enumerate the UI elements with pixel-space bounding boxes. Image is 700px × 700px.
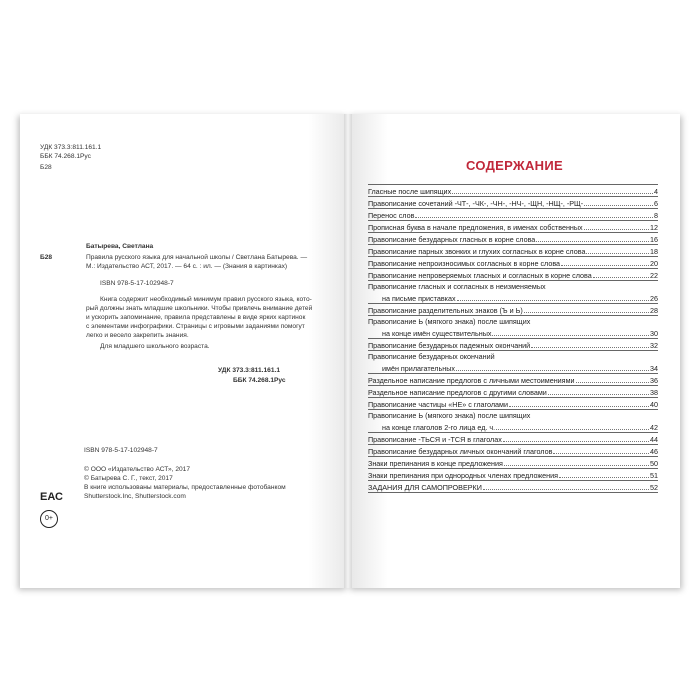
toc-entry-title: Правописание разделительных знаков (Ъ и Ь) (368, 306, 523, 315)
toc-entry (368, 410, 658, 433)
toc-entry (368, 481, 658, 493)
toc-leader-dots (415, 217, 653, 218)
toc-entry-title: Правописание частицы «НЕ» с глаголами (368, 400, 508, 409)
toc-page-number: 34 (650, 364, 658, 373)
toc-entry-title: Правописание парных звонких и глухих согласных в корне слова (368, 247, 586, 256)
toc-entry (368, 304, 658, 316)
toc-entry-title-line-2: на письме приставках (382, 294, 456, 303)
toc-page-number: 40 (650, 400, 658, 409)
isbn-bottom: ISBN 978-5-17-102948-7 (84, 447, 158, 454)
toc-entry-title-line-1: Правописание безударных окончаний (368, 352, 495, 361)
age-rating-badge: 0+ (40, 510, 58, 528)
toc-entry (368, 339, 658, 351)
author-code: Б28 (40, 254, 53, 261)
toc-entry (368, 433, 658, 445)
desc-line-3: и ускорить запоминание, правила представлены в виде ярких картинок (86, 314, 306, 321)
toc-leader-dots (457, 300, 649, 301)
toc-page-number: 12 (650, 223, 658, 232)
toc-entry (368, 209, 658, 221)
toc-entry-title-line-2: на конце имён существительных (382, 329, 492, 338)
toc-leader-dots (584, 229, 649, 230)
toc-leader-dots (503, 441, 649, 442)
toc-entry (368, 374, 658, 386)
contents-page (348, 114, 680, 588)
toc-page-number: 8 (654, 211, 658, 220)
desc-line-2: рый должны знать младшие школьники. Чтобы привлечь внимание детей (86, 305, 313, 312)
toc-entry-title: Правописание сочетаний -ЧТ-, -ЧК-, -ЧН-, -НЧ-, -ЩН, -НЩ-, -РЩ- (368, 199, 584, 208)
bbk-bottom: ББК 74.268.1Рус (233, 377, 286, 384)
toc-leader-dots (561, 265, 649, 266)
contents-title: СОДЕРЖАНИЕ (466, 158, 563, 173)
isbn-mid: ISBN 978-5-17-102948-7 (100, 280, 174, 287)
toc-leader-dots (456, 370, 649, 371)
open-book (14, 114, 686, 588)
toc-entry-title-line-2: на конце глаголов 2-го лица ед. ч. (382, 423, 496, 432)
toc-entry (368, 457, 658, 469)
copyright-line-4: Shutterstock.Inc, Shutterstock.com (84, 493, 186, 500)
toc-leader-dots (576, 382, 649, 383)
toc-leader-dots (548, 394, 649, 395)
toc-page-number: 16 (650, 235, 658, 244)
toc-entry-title: Правописание -ТЬСЯ и -ТСЯ в глаголах (368, 435, 502, 444)
toc-entry (368, 221, 658, 233)
audience-line: Для младшего школьного возраста. (100, 343, 210, 350)
toc-page-number: 50 (650, 459, 658, 468)
copyright-line-2: © Батырева С. Г., текст, 2017 (84, 475, 173, 482)
udk-top: УДК 373.3:811.161.1 (40, 144, 102, 151)
toc-page-number: 4 (654, 187, 658, 196)
toc-leader-dots (586, 253, 649, 254)
desc-line-1: Книга содержит необходимый минимум правил русского языка, кото- (100, 296, 312, 303)
toc-leader-dots (584, 205, 653, 206)
toc-entry (368, 185, 658, 197)
toc-entry (368, 469, 658, 481)
toc-page-number: 6 (654, 199, 658, 208)
toc-entry (368, 386, 658, 398)
toc-entry (368, 351, 658, 374)
toc-entry-title: ЗАДАНИЯ ДЛЯ САМОПРОВЕРКИ (368, 483, 482, 492)
toc-entry-title: Правописание безударных гласных в корне слова (368, 235, 536, 244)
toc-leader-dots (531, 347, 649, 348)
toc-page-number: 20 (650, 259, 658, 268)
copyright-line-1: © ООО «Издательство АСТ», 2017 (84, 466, 191, 473)
toc-page-number: 22 (650, 271, 658, 280)
toc-entry (368, 398, 658, 410)
toc-entry-title-line-1: Правописание Ь (мягкого знака) после шипящих (368, 411, 531, 420)
copyright-line-3: В книге использованы материалы, предоставленные фотобанком (84, 484, 286, 491)
desc-line-4: с элементами инфографики. Страницы с игровыми заданиями помогут (86, 323, 305, 330)
toc-entry-title: Правописание непроизносимых согласных в корне слова (368, 259, 561, 268)
toc-entry-title: Раздельное написание предлогов с другими словами (368, 388, 547, 397)
toc-entry (368, 257, 658, 269)
toc-leader-dots (524, 312, 649, 313)
toc-entry (368, 245, 658, 257)
toc-page-number: 30 (650, 329, 658, 338)
toc-entry (368, 316, 658, 339)
toc-entry-title-line-2: имён прилагательных (382, 364, 455, 373)
toc-entry-title: Перенос слов (368, 211, 415, 220)
toc-leader-dots (593, 277, 649, 278)
toc-entry-title: Правописание безударных падежных окончаний (368, 341, 531, 350)
bib-line-2: М.: Издательство АСТ, 2017. — 64 с. : ил. — (Знания в картинках) (86, 263, 288, 270)
toc-page-number: 52 (650, 483, 658, 492)
book-spine (344, 114, 352, 588)
desc-line-5: легко и весело закрепить знания. (86, 332, 189, 339)
eac-certification-mark: ЕАС (40, 491, 63, 503)
toc-entry-title: Гласные после шипящих (368, 187, 452, 196)
toc-entry-title: Раздельное написание предлогов с личными местоимениями (368, 376, 575, 385)
toc-page-number: 46 (650, 447, 658, 456)
toc-page-number: 28 (650, 306, 658, 315)
toc-leader-dots (559, 477, 649, 478)
toc-leader-dots (553, 453, 649, 454)
author-name: Батырева, Светлана (86, 243, 154, 250)
toc-entry-title: Правописание безударных личных окончаний глаголов (368, 447, 553, 456)
toc-entry-title: Прописная буква в начале предложения, в именах собственных (368, 223, 583, 232)
toc-page-number: 18 (650, 247, 658, 256)
toc-entry-title: Правописание непроверяемых гласных и согласных в корне слова (368, 271, 592, 280)
toc-entry-title-line-1: Правописание гласных и согласных в неизменяемых (368, 282, 546, 291)
bib-line-1: Правила русского языка для начальной школы / Светлана Батырева. — (86, 254, 308, 261)
toc-page-number: 32 (650, 341, 658, 350)
toc-page-number: 42 (650, 423, 658, 432)
toc-page-number: 38 (650, 388, 658, 397)
toc-entry (368, 269, 658, 281)
table-of-contents (368, 184, 658, 493)
catalog-code: Б28 (40, 164, 52, 171)
toc-entry (368, 281, 658, 304)
toc-page-number: 36 (650, 376, 658, 385)
toc-entry (368, 197, 658, 209)
toc-entry-title: Знаки препинания при однородных членах предложения (368, 471, 559, 480)
toc-entry-title-line-1: Правописание Ь (мягкого знака) после шипящих (368, 317, 531, 326)
toc-page-number: 26 (650, 294, 658, 303)
toc-leader-dots (483, 489, 649, 490)
toc-entry (368, 233, 658, 245)
imprint-page (20, 114, 348, 588)
toc-page-number: 44 (650, 435, 658, 444)
toc-entry-title: Знаки препинания в конце предложения (368, 459, 503, 468)
udk-bottom: УДК 373.3:811.161.1 (218, 367, 280, 374)
toc-leader-dots (536, 241, 649, 242)
toc-leader-dots (504, 465, 649, 466)
toc-leader-dots (509, 406, 649, 407)
toc-leader-dots (496, 429, 649, 430)
toc-entry (368, 445, 658, 457)
toc-page-number: 51 (650, 471, 658, 480)
toc-leader-dots (492, 335, 649, 336)
toc-leader-dots (452, 193, 653, 194)
bbk-top: ББК 74.268.1Рус (40, 153, 91, 160)
